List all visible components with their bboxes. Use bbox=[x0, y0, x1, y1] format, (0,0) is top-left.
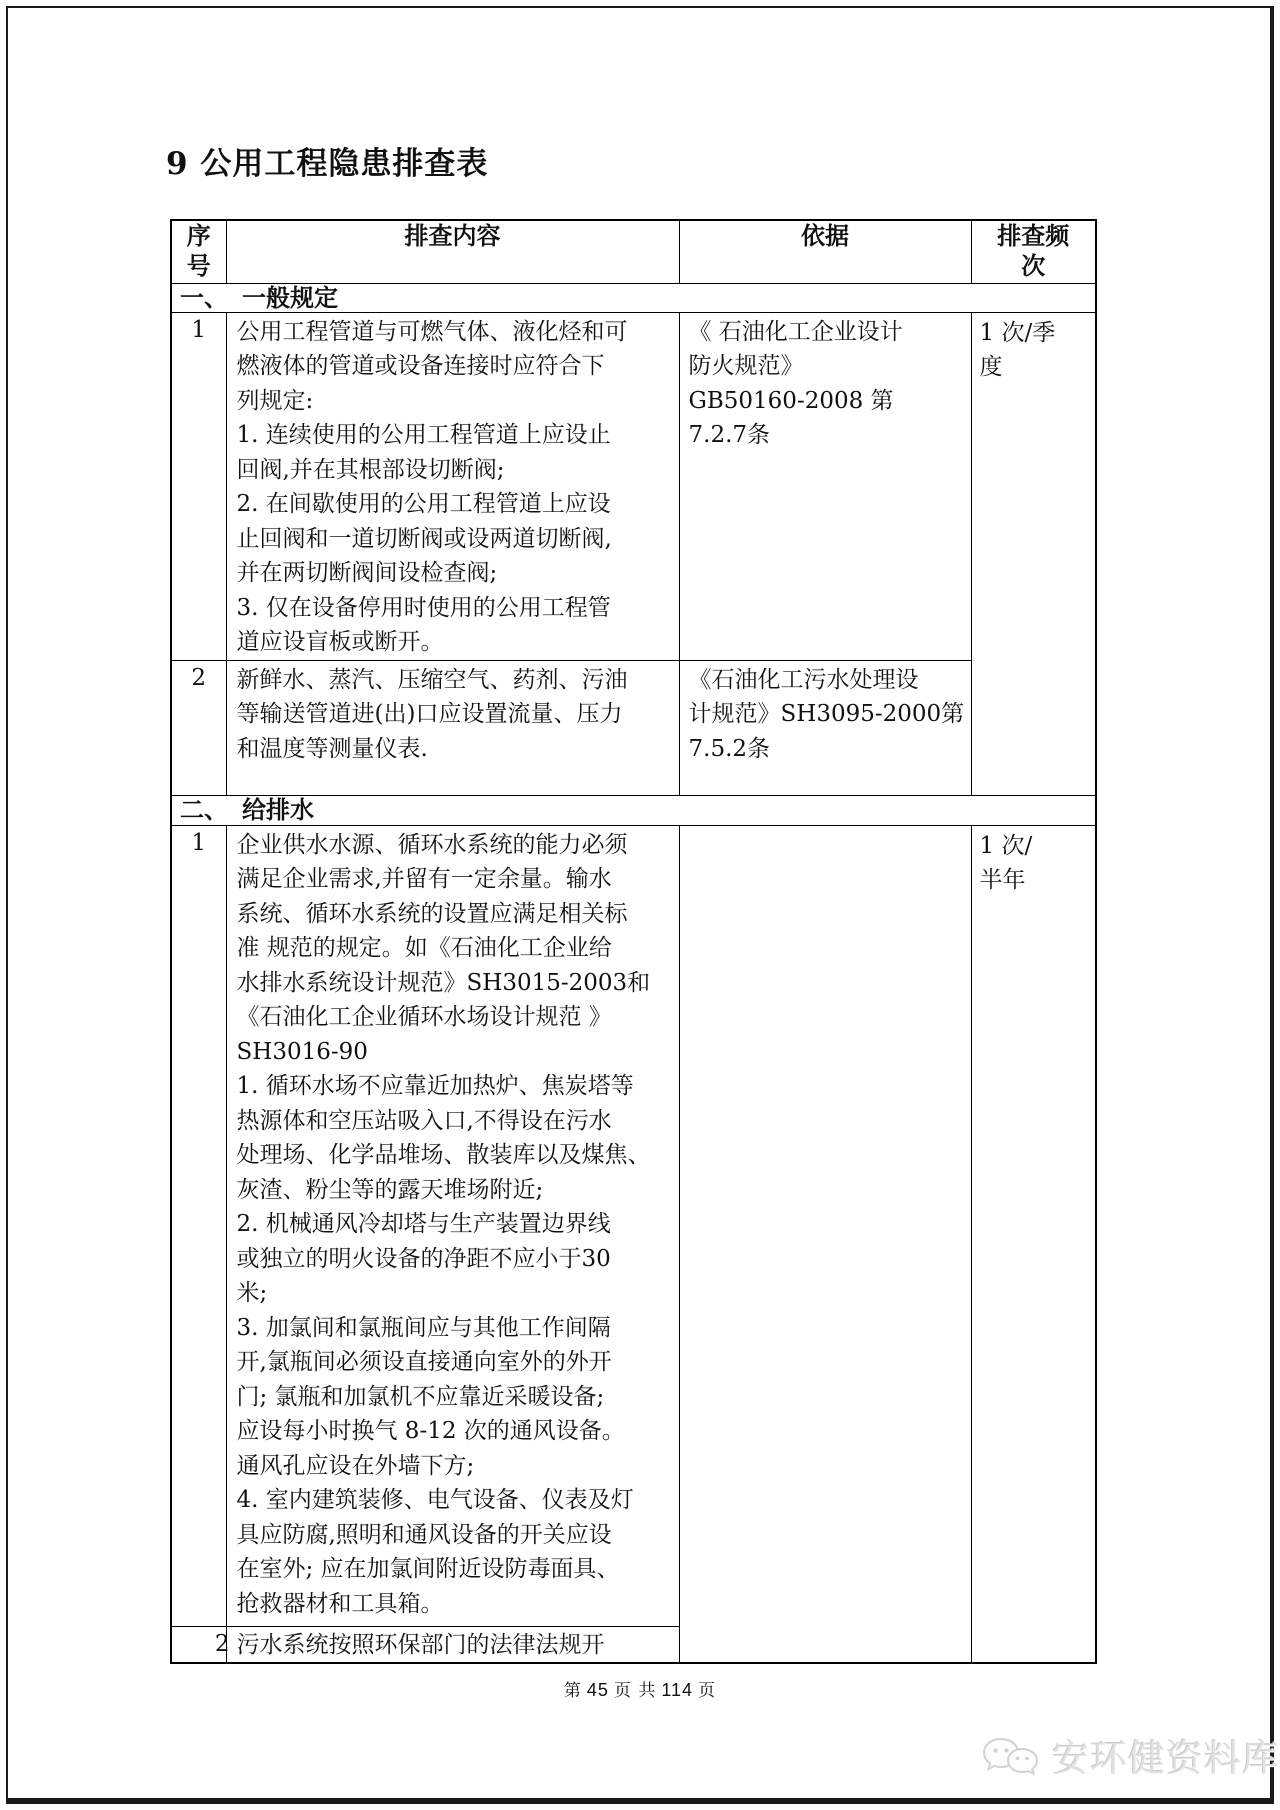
row-index: 1 bbox=[171, 312, 226, 660]
wechat-bubbles-icon bbox=[980, 1729, 1042, 1781]
footer-label: 第 bbox=[563, 1681, 582, 1701]
table-row bbox=[171, 825, 1096, 1626]
row-frequency-cell bbox=[971, 825, 1096, 1663]
row-index bbox=[171, 1626, 230, 1663]
footer-label: 页 bbox=[698, 1681, 717, 1701]
section-label bbox=[172, 284, 1095, 311]
row-content-cell bbox=[226, 660, 679, 795]
row-basis: 《石油化工污水处理设 计规范》SH3095-2000第 7.5.2条 bbox=[688, 666, 965, 762]
section-row-general bbox=[171, 283, 1096, 312]
page-title: 9 公用工程隐患排查表 bbox=[166, 146, 489, 182]
col-header-index: 序 号 bbox=[171, 220, 226, 283]
section-label bbox=[172, 796, 1095, 823]
footer-total-pages: 114 bbox=[661, 1680, 694, 1700]
watermark-text: 安环健资料库 bbox=[1052, 1737, 1280, 1780]
row-index: 1 bbox=[171, 825, 226, 1626]
row-content-cell bbox=[226, 312, 679, 660]
footer-current-page: 45 bbox=[586, 1680, 609, 1700]
row-content: 污水系统按照环保部门的法律法规开 bbox=[236, 1631, 605, 1658]
row-content: 公用工程管道与可燃气体、液化烃和可 燃液体的管道或设备连接时应符合下 列规定: 1. 连续使用的公用工程管道上应设止 回阀,并在其根部设切断阀; 2. 在间歇使用的公用工程管道上应设 止回阀和一道切断阀或设两道切断阀, 并在两切断阀间设检查阀; 3. 仅在设备停用时使用的公用工程管 道应设盲板或断开。 bbox=[236, 318, 628, 655]
row-basis bbox=[680, 826, 971, 828]
row-content-cell bbox=[226, 825, 679, 1626]
inspection-table bbox=[170, 219, 1097, 1664]
row-basis-cell bbox=[679, 312, 971, 660]
row-frequency-cell bbox=[971, 312, 1096, 795]
section-title: 一般规定 bbox=[242, 282, 338, 312]
page-footer bbox=[0, 1676, 1280, 1701]
row-basis-cell bbox=[679, 660, 971, 795]
row-content: 企业供水水源、循环水系统的能力必须 满足企业需求,并留有一定余量。输水 系统、循环水系统的设置应满足相关标 准 规范的规定。如《石油化工企业给 水排水系统设计规范》SH3015-2003和 《石油化工企业循环水场设计规范 》 SH3016-90 1. 循环水场不应靠近加热炉、焦炭塔等 热源体和空压站吸入口,不得设在污水 处理场、化学品堆场、散装库以及煤焦、 灰渣、粉尘等的露天堆场附近; 2. 机械通风冷却塔与生产装置边界线 或独立的明火设备的净距不应小于30 米; 3. 加氯间和氯瓶间应与其他工作间隔 开,氯瓶间必须设直接通向室外的外开 门; 氯瓶和加氯机不应靠近采暖设备; 应设每小时换气 8-12 次的通风设备。 通风孔应设在外墙下方; 4. 室内建筑装修、电气设备、仪表及灯 具应防腐,照明和通风设备的开关应设 在室外; 应在加氯间附近设防毒面具、 抢救器材和工具箱。 bbox=[236, 831, 651, 1617]
watermark bbox=[980, 1728, 1280, 1782]
table-row bbox=[171, 312, 1096, 660]
table-header-row bbox=[171, 220, 1096, 283]
section-row-drainage bbox=[171, 795, 1096, 825]
row-index: 2 bbox=[171, 660, 226, 795]
row-basis: 《 石油化工企业设计 防火规范》 GB50160-2008 第 7.2.7条 bbox=[688, 318, 903, 448]
section-title: 给排水 bbox=[242, 794, 314, 824]
row-content-cell bbox=[226, 1626, 679, 1663]
section-prefix: 一、 bbox=[180, 282, 228, 312]
row-content: 新鲜水、蒸汽、压缩空气、药剂、污油 等输送管道进(出)口应设置流量、压力 和温度等测量仪表. bbox=[236, 666, 628, 762]
section-prefix: 二、 bbox=[180, 794, 228, 824]
col-header-frequency: 排查频 次 bbox=[971, 220, 1096, 283]
table-row bbox=[171, 660, 1096, 795]
row-index-value: 2 bbox=[214, 1630, 230, 1657]
row-basis-cell bbox=[679, 825, 971, 1663]
col-header-content: 排查内容 bbox=[226, 220, 679, 283]
row-frequency: 1 次/季 度 bbox=[979, 319, 1056, 380]
row-frequency: 1 次/ 半年 bbox=[979, 832, 1033, 893]
footer-label: 页 共 bbox=[613, 1681, 657, 1701]
col-header-basis: 依据 bbox=[679, 220, 971, 283]
